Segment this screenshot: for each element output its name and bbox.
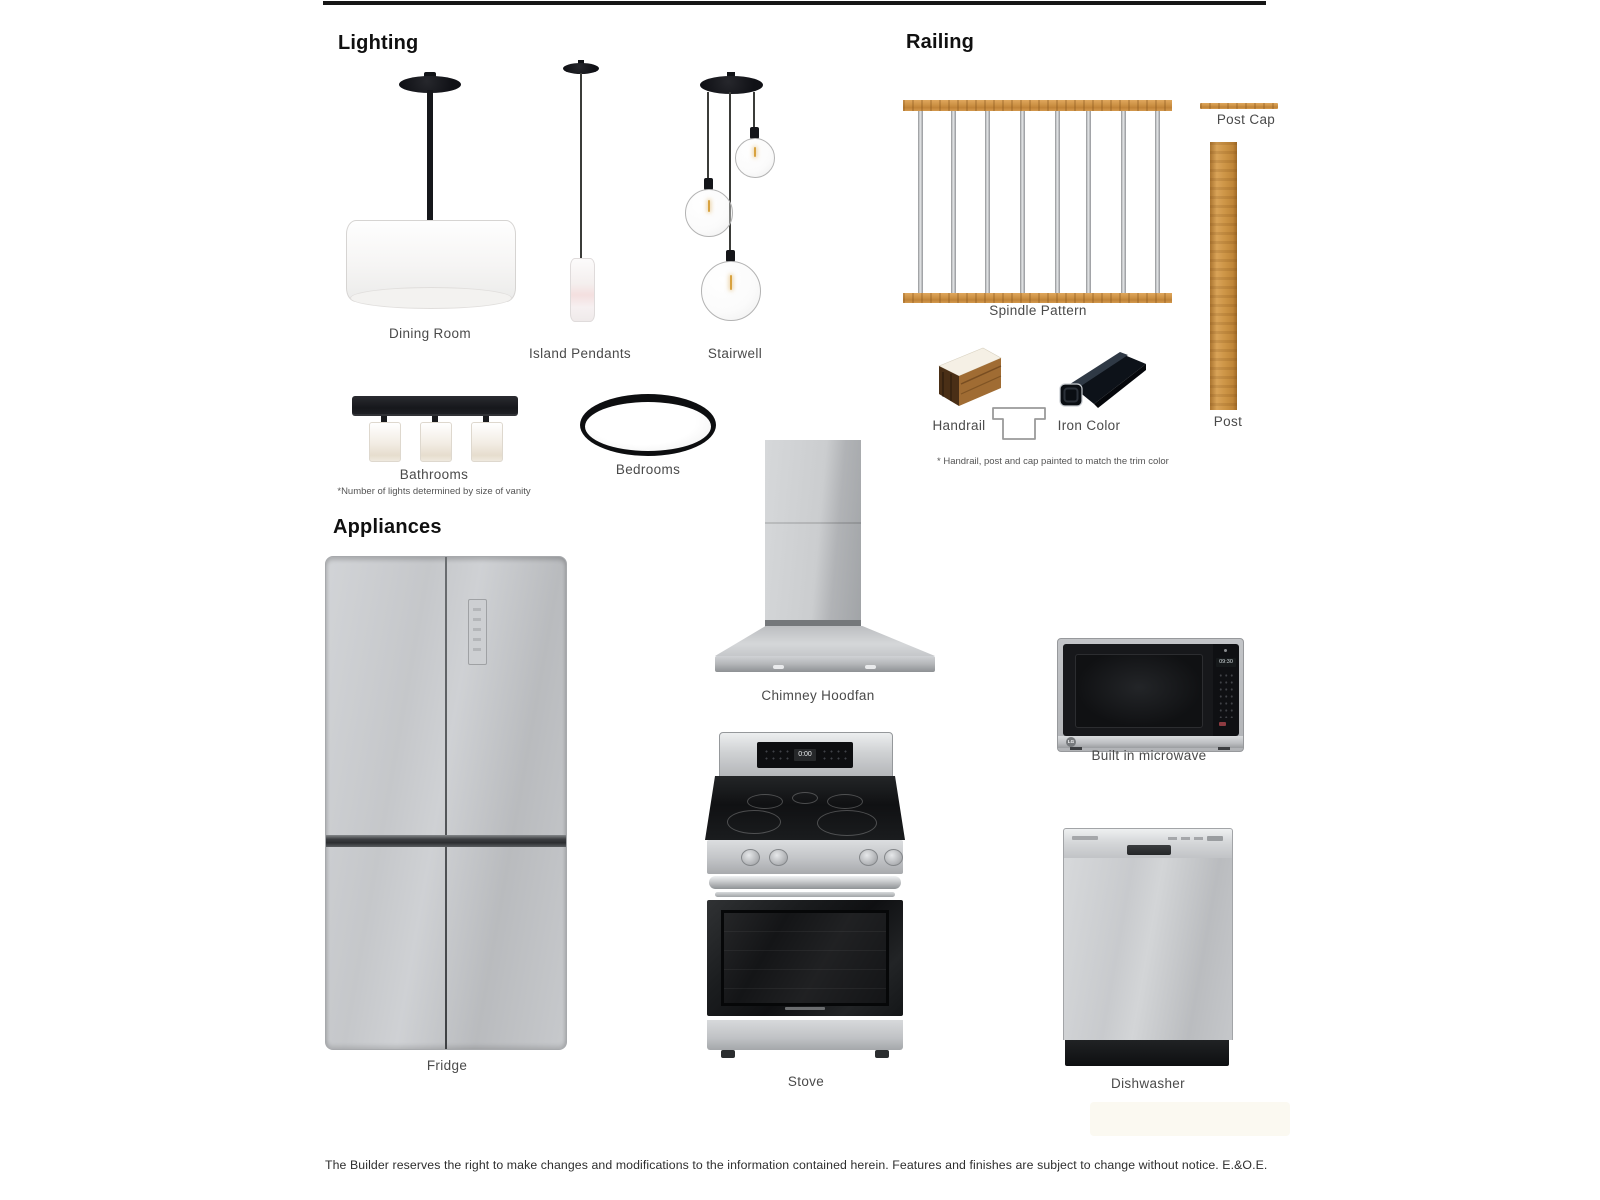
stove-foot: [875, 1050, 889, 1058]
stairwell-label: Stairwell: [707, 346, 763, 361]
bathrooms-label: Bathrooms: [399, 467, 469, 482]
metal-spindle: [1055, 111, 1060, 293]
burner-ring: [792, 792, 818, 804]
hoodfan-image: [715, 440, 935, 676]
cylinder-shade: [570, 258, 595, 322]
stove-clock-display: 0:00: [794, 749, 816, 761]
fridge-control-panel: [468, 599, 487, 665]
footer-disclaimer: The Builder reserves the right to make changes and modifications to the information contained herein. Features and finishes are subject to change without notice. E.&O.E.: [325, 1158, 1268, 1172]
vanity-backplate: [352, 396, 518, 416]
vanity-glass-shade: [369, 422, 401, 462]
spindle-pattern-image: [903, 100, 1172, 303]
handrail-label: Handrail: [932, 418, 986, 433]
fridge-image: [325, 556, 567, 1050]
stove-touch-buttons: [821, 748, 847, 763]
glass-globe: [685, 189, 733, 237]
burner-ring: [827, 794, 863, 809]
microwave-display: 09:30: [1216, 658, 1236, 667]
hood-chimney-seam: [765, 522, 861, 524]
bathroom-vanity-light-image: [352, 384, 518, 462]
stove-image: [705, 730, 905, 1064]
lg-logo: LG: [1066, 737, 1076, 747]
metal-spindle: [918, 111, 923, 293]
railing-note: * Handrail, post and cap painted to match the trim color: [937, 456, 1169, 467]
pendant-cord: [707, 92, 709, 179]
metal-spindle: [1121, 111, 1126, 293]
post-label: Post: [1213, 414, 1243, 429]
dishwasher-button: [1194, 837, 1203, 840]
handrail-profile-icon: [990, 406, 1048, 442]
stairwell-pendant-image: [660, 70, 782, 328]
stove-drawer: [707, 1020, 903, 1050]
stove-knob: [741, 849, 760, 866]
dishwasher-brand-mark: [1072, 836, 1098, 840]
fridge-divider: [326, 835, 566, 847]
dishwasher-button: [1168, 837, 1177, 840]
hood-lamp: [865, 665, 876, 669]
pendant-cord: [753, 92, 755, 128]
dishwasher-kickplate: [1065, 1040, 1229, 1066]
handrail-image: [933, 344, 1005, 410]
stove-touch-buttons: [763, 748, 789, 763]
metal-spindle: [951, 111, 956, 293]
post-image: [1210, 142, 1237, 410]
bedroom-flushmount-image: [580, 394, 716, 460]
dishwasher-control-strip: [1063, 828, 1233, 860]
spindle-pattern-label: Spindle Pattern: [989, 303, 1087, 318]
dishwasher-door: [1063, 858, 1233, 1040]
stove-label: Stove: [787, 1074, 825, 1089]
microwave-door: [1063, 644, 1213, 736]
flushmount-diffuser: [585, 402, 711, 451]
fridge-center-seam: [445, 557, 447, 1049]
microwave-foot: [1070, 747, 1082, 750]
watermark: [1090, 1102, 1290, 1136]
bathrooms-note: *Number of lights determined by size of vanity: [337, 486, 531, 497]
drum-shade: [346, 220, 516, 302]
iron-color-image: [1058, 348, 1150, 410]
stove-knob: [769, 849, 788, 866]
microwave-keypad: [1218, 672, 1234, 718]
stove-foot: [721, 1050, 735, 1058]
dishwasher-label: Dishwasher: [1110, 1076, 1186, 1091]
microwave-start-key: [1219, 722, 1226, 726]
stove-knob: [884, 849, 903, 866]
microwave-label: Built in microwave: [1091, 748, 1207, 763]
dining-room-pendant-image: [346, 72, 514, 312]
bedrooms-label: Bedrooms: [615, 462, 681, 477]
island-pendants-label: Island Pendants: [528, 346, 632, 361]
pendant-cord: [729, 92, 731, 251]
post-cap-label: Post Cap: [1216, 112, 1276, 127]
metal-spindle: [1155, 111, 1160, 293]
glass-globe: [701, 261, 761, 321]
dishwasher-button: [1181, 837, 1190, 840]
dishwasher-handle-recess: [1127, 845, 1171, 855]
vanity-glass-shade: [420, 422, 452, 462]
stove-handle: [709, 876, 901, 889]
hood-pyramid: [715, 626, 935, 656]
post-cap-image: [1200, 103, 1278, 109]
hoodfan-label: Chimney Hoodfan: [761, 688, 875, 703]
microwave-foot: [1218, 747, 1230, 750]
panel-dot: [1224, 649, 1227, 652]
hood-rim: [715, 656, 935, 672]
oven-brand-mark: [785, 1007, 825, 1010]
pendant-rod: [427, 90, 433, 222]
top-rule: [323, 1, 1266, 5]
hood-chimney: [765, 440, 861, 626]
top-rail: [903, 100, 1172, 111]
microwave-image: [1057, 638, 1244, 752]
metal-spindle: [1086, 111, 1091, 293]
stove-cooktop: [705, 776, 905, 840]
island-pendant-image: [552, 60, 604, 322]
burner-ring: [727, 810, 781, 834]
bottom-rail: [903, 293, 1172, 303]
appliances-section-title: Appliances: [333, 516, 442, 538]
glass-globe: [735, 138, 775, 178]
stove-control-strip: [757, 742, 853, 768]
fridge-label: Fridge: [426, 1058, 468, 1073]
dishwasher-image: [1063, 828, 1233, 1068]
burner-ring: [817, 810, 877, 836]
stove-knob-panel: [707, 840, 903, 874]
stove-knob: [859, 849, 878, 866]
vanity-glass-shade: [471, 422, 503, 462]
burner-ring: [747, 794, 783, 809]
oven-door: [707, 900, 903, 1016]
microwave-control-panel: [1213, 644, 1239, 736]
metal-spindle: [985, 111, 990, 293]
oven-window: [721, 910, 889, 1006]
dishwasher-button: [1207, 836, 1223, 841]
panel-marks: [473, 608, 481, 654]
microwave-base-strip: [1058, 736, 1243, 748]
metal-spindle: [1020, 111, 1025, 293]
dining-room-label: Dining Room: [389, 326, 471, 341]
pendant-cord: [580, 73, 582, 258]
railing-section-title: Railing: [906, 31, 975, 53]
hood-lamp: [773, 665, 784, 669]
lighting-section-title: Lighting: [338, 32, 419, 54]
stove-handle-bar: [715, 892, 895, 897]
microwave-window: [1075, 654, 1203, 728]
iron-color-label: Iron Color: [1057, 418, 1121, 433]
